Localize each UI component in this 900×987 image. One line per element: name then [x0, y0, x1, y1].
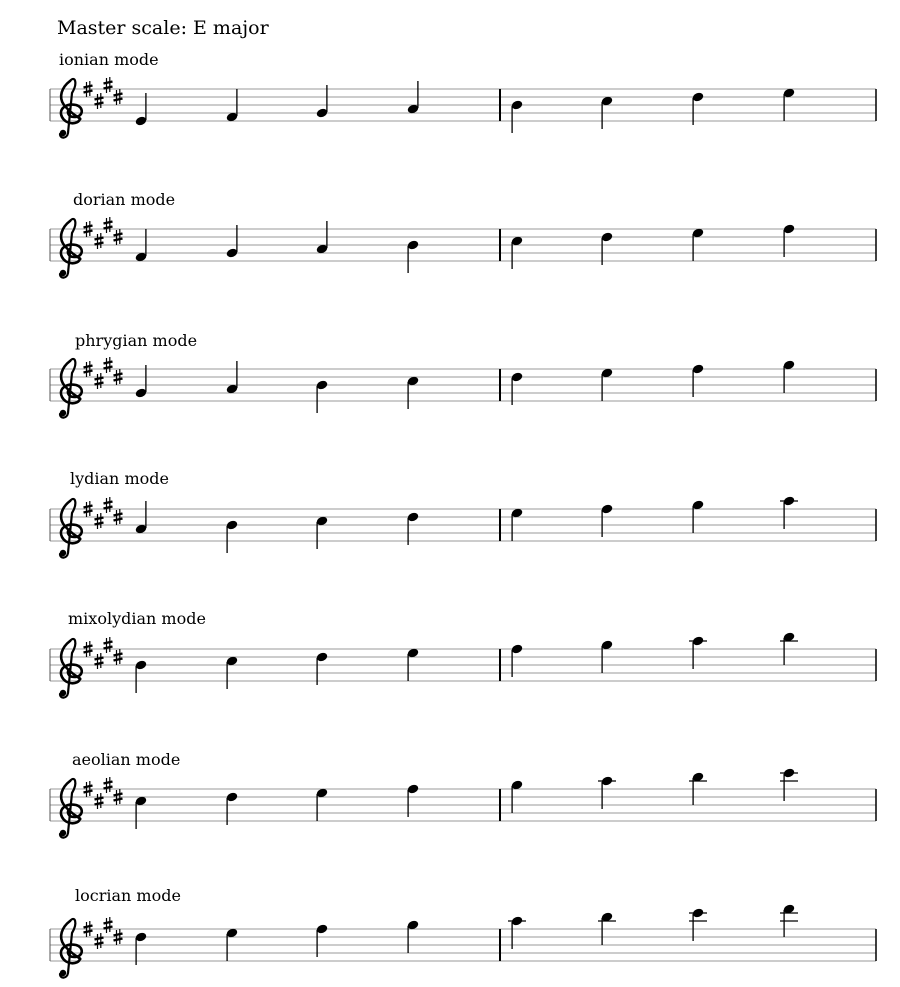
- sharp-icon: [95, 933, 104, 949]
- sharp-icon: [95, 513, 104, 529]
- note: [226, 361, 239, 395]
- note: [508, 915, 526, 949]
- sharp-icon: [104, 77, 113, 93]
- note: [780, 631, 798, 665]
- sharp-icon: [104, 217, 113, 233]
- staff: [50, 495, 876, 557]
- treble-clef-dot: [60, 410, 66, 416]
- mode-label-lydian: lydian mode: [70, 469, 169, 488]
- note: [316, 221, 329, 255]
- treble-clef-dot: [60, 690, 66, 696]
- note: [783, 223, 796, 257]
- note: [407, 81, 420, 115]
- note: [135, 659, 148, 693]
- note: [689, 907, 707, 941]
- treble-clef-dot: [60, 550, 66, 556]
- note: [692, 227, 705, 261]
- note: [316, 515, 329, 549]
- note: [692, 363, 705, 397]
- note: [316, 379, 329, 413]
- note: [511, 779, 524, 813]
- mode-label-ionian: ionian mode: [59, 50, 159, 69]
- note: [407, 647, 420, 681]
- sharp-icon: [95, 233, 104, 249]
- staff: [50, 357, 876, 418]
- mode-label-locrian: locrian mode: [75, 886, 181, 905]
- sharp-icon: [104, 637, 113, 653]
- note: [135, 365, 148, 399]
- note: [780, 767, 798, 801]
- note: [601, 639, 614, 673]
- note: [780, 495, 798, 529]
- note: [511, 643, 524, 677]
- note: [601, 231, 614, 265]
- note: [511, 507, 524, 541]
- note: [226, 519, 239, 553]
- note: [511, 371, 524, 405]
- note: [135, 229, 148, 263]
- staff: [50, 903, 876, 977]
- note: [135, 501, 148, 535]
- mode-label-aeolian: aeolian mode: [72, 750, 181, 769]
- note: [601, 95, 614, 129]
- mode-label-phrygian: phrygian mode: [75, 331, 198, 350]
- page-title: Master scale: E major: [57, 17, 269, 39]
- mode-label-mixolydian: mixolydian mode: [68, 609, 206, 628]
- note: [316, 923, 329, 957]
- treble-clef-dot: [60, 830, 66, 836]
- note: [226, 927, 239, 961]
- note: [511, 235, 524, 269]
- note: [316, 85, 329, 119]
- treble-clef-dot: [60, 270, 66, 276]
- sharp-icon: [104, 917, 113, 933]
- note: [407, 919, 420, 953]
- note: [135, 93, 148, 127]
- treble-clef-dot: [60, 130, 66, 136]
- note: [692, 91, 705, 125]
- staff: [50, 767, 876, 837]
- note: [407, 511, 420, 545]
- sharp-icon: [95, 653, 104, 669]
- note: [689, 635, 707, 669]
- note: [598, 911, 616, 945]
- sharp-icon: [95, 373, 104, 389]
- staff: [50, 77, 876, 138]
- note: [226, 791, 239, 825]
- note: [226, 225, 239, 259]
- note: [601, 367, 614, 401]
- sharp-icon: [95, 93, 104, 109]
- note: [511, 99, 524, 133]
- note: [783, 87, 796, 121]
- note: [692, 499, 705, 533]
- staff: [50, 631, 876, 697]
- note: [135, 931, 148, 965]
- note: [601, 503, 614, 537]
- note: [135, 795, 148, 829]
- staff: [50, 217, 876, 278]
- note: [598, 775, 616, 809]
- sharp-icon: [95, 793, 104, 809]
- sharp-icon: [104, 497, 113, 513]
- note: [407, 239, 420, 273]
- note: [226, 89, 239, 123]
- sharp-icon: [104, 777, 113, 793]
- note: [316, 651, 329, 685]
- note: [689, 771, 707, 805]
- mode-label-dorian: dorian mode: [73, 190, 176, 209]
- note: [783, 359, 796, 393]
- sharp-icon: [104, 357, 113, 373]
- note: [407, 783, 420, 817]
- note: [316, 787, 329, 821]
- note: [226, 655, 239, 689]
- note: [407, 375, 420, 409]
- note: [780, 903, 798, 937]
- treble-clef-dot: [60, 970, 66, 976]
